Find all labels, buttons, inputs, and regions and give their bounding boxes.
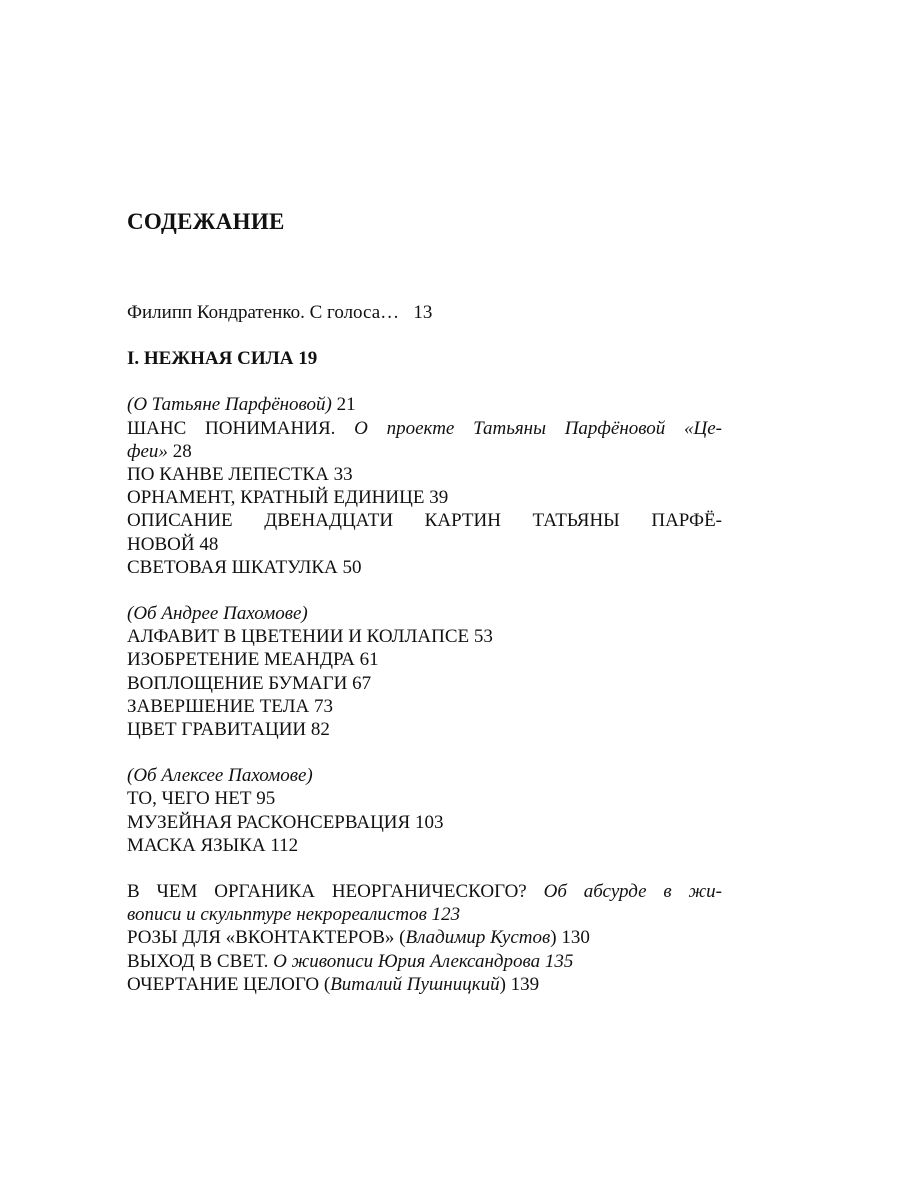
page-number: 61: [359, 649, 379, 671]
toc-entry[interactable]: [127, 834, 722, 857]
entry-title: ИЗОБРЕТЕНИЕ МЕАНДРА: [127, 649, 355, 671]
toc-entry[interactable]: [127, 718, 722, 741]
entry-title: НОВОЙ: [127, 533, 195, 555]
page-number: 33: [333, 464, 353, 486]
entry-author: Владимир Кустов: [405, 927, 551, 949]
author-note: (Об Андрее Пахомове): [127, 603, 308, 625]
page-number: 21: [336, 394, 356, 416]
entry-author: Виталий Пушницкий: [330, 973, 500, 995]
page-number: 50: [342, 556, 362, 578]
spacer: [127, 741, 722, 764]
spacer: [127, 324, 722, 347]
page-number: 73: [313, 695, 333, 717]
paren-open: (: [323, 973, 331, 995]
page-number: 103: [414, 811, 444, 833]
toc-heading: СОДЕЖАНИЕ: [127, 209, 285, 234]
author-note: (Об Алексее Пахомове): [127, 765, 313, 787]
entry-title: ОПИСАНИЕ ДВЕНАДЦАТИ КАРТИН ТАТЬЯНЫ ПАРФЁ-: [127, 510, 722, 532]
toc-entry[interactable]: [127, 880, 722, 926]
toc-entry[interactable]: [127, 973, 722, 996]
toc-entry[interactable]: [127, 695, 722, 718]
toc-entry[interactable]: [127, 648, 722, 671]
toc-entry-intro[interactable]: [127, 301, 722, 324]
page-number: 123: [431, 904, 461, 926]
entry-subtitle: О проекте Татьяны Парфёновой «Це-: [354, 417, 723, 439]
spacer: [127, 579, 722, 602]
paren-open: (: [399, 927, 406, 949]
toc-entry[interactable]: [127, 811, 722, 834]
toc-author-heading: [127, 764, 722, 787]
entry-title: СВЕТОВАЯ ШКАТУЛКА: [127, 556, 338, 578]
page-number: 13: [413, 302, 433, 323]
page-number: 139: [510, 973, 540, 995]
author-note: (О Татьяне Парфёновой): [127, 394, 332, 416]
page-number: 53: [473, 626, 493, 648]
page-number: 95: [256, 788, 276, 810]
entry-title: МУЗЕЙНАЯ РАСКОНСЕРВАЦИЯ: [127, 811, 411, 833]
page-number: 39: [429, 487, 449, 509]
page-number: 82: [310, 719, 330, 741]
page-number: 67: [352, 672, 372, 694]
entry-subtitle: Об абсурде в жи-: [543, 881, 723, 903]
page-number: 135: [544, 950, 574, 972]
toc-entry[interactable]: [127, 787, 722, 810]
toc-entry[interactable]: [127, 625, 722, 648]
toc-author-entry[interactable]: [127, 393, 722, 416]
entry-title: ТО, ЧЕГО НЕТ: [127, 788, 252, 810]
toc-entry[interactable]: [127, 417, 722, 463]
toc-author-heading: [127, 602, 722, 625]
spacer: [127, 857, 722, 880]
entry-title: ЦВЕТ ГРАВИТАЦИИ: [127, 719, 307, 741]
entry-title: Филипп Кондратенко. С голоса…: [127, 302, 400, 323]
toc-part-heading[interactable]: [127, 347, 722, 370]
entry-title: ВЫХОД В СВЕТ.: [127, 950, 269, 972]
entry-line: [127, 440, 722, 463]
paren-close: ): [550, 927, 557, 949]
table-of-contents: [127, 301, 722, 996]
entry-line: [127, 533, 722, 556]
page-number: 130: [561, 927, 590, 949]
entry-title: ВОПЛОЩЕНИЕ БУМАГИ: [127, 672, 348, 694]
entry-title: В ЧЕМ ОРГАНИКА НЕОРГАНИЧЕСКОГО?: [127, 881, 527, 903]
entry-subtitle: вописи и скульптуре некрореалистов: [127, 904, 427, 926]
entry-title: МАСКА ЯЗЫКА: [127, 834, 266, 856]
entry-title: ОЧЕРТАНИЕ ЦЕЛОГО: [127, 973, 320, 995]
paren-close: ): [499, 973, 506, 995]
entry-title: ШАНС ПОНИМАНИЯ.: [127, 417, 336, 439]
entry-title: РОЗЫ ДЛЯ «ВКОНТАКТЕРОВ»: [127, 927, 395, 949]
entry-line: [127, 880, 722, 903]
page-number: 19: [298, 348, 318, 370]
entry-subtitle: феи»: [127, 440, 168, 462]
page-number: 112: [270, 834, 299, 856]
toc-entry[interactable]: [127, 509, 722, 555]
toc-entry[interactable]: [127, 486, 722, 509]
toc-entry[interactable]: [127, 926, 722, 949]
part-title: I. НЕЖНАЯ СИЛА: [127, 348, 294, 370]
entry-line: [127, 417, 722, 440]
entry-title: ЗАВЕРШЕНИЕ ТЕЛА: [127, 695, 310, 717]
entry-line: [127, 509, 722, 532]
page-number: 28: [172, 440, 192, 462]
toc-entry[interactable]: [127, 463, 722, 486]
entry-title: ПО КАНВЕ ЛЕПЕСТКА: [127, 464, 329, 486]
toc-entry[interactable]: [127, 556, 722, 579]
page-number: 48: [199, 533, 219, 555]
entry-line: [127, 903, 722, 926]
spacer: [127, 370, 722, 393]
entry-title: АЛФАВИТ В ЦВЕТЕНИИ И КОЛЛАПСЕ: [127, 626, 470, 648]
toc-entry[interactable]: [127, 950, 722, 973]
entry-subtitle: О живописи Юрия Александрова: [273, 950, 541, 972]
entry-title: ОРНАМЕНТ, КРАТНЫЙ ЕДИНИЦЕ: [127, 487, 425, 509]
toc-entry[interactable]: [127, 672, 722, 695]
